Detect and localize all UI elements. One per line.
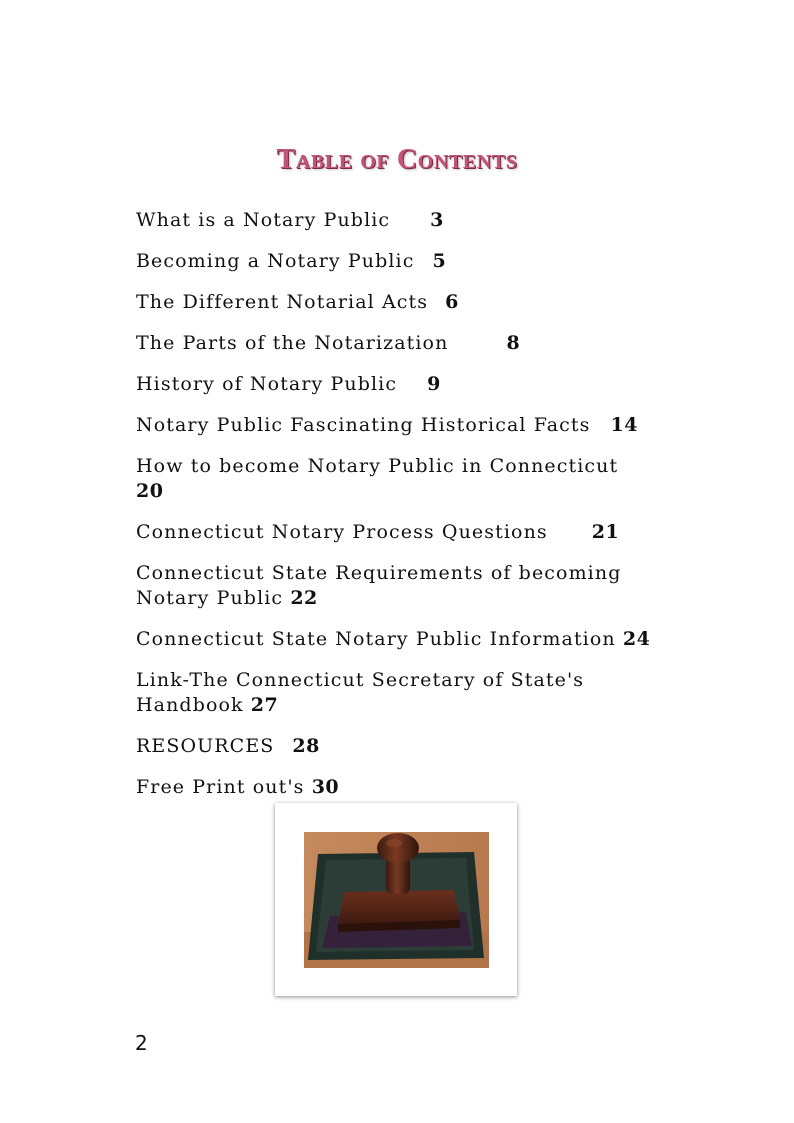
- toc-item: [136, 627, 656, 652]
- page-title: Table of Contents: [276, 144, 518, 175]
- page-number: 2: [135, 1031, 148, 1055]
- toc-item-label: The Different Notarial Acts: [136, 291, 429, 313]
- toc-item: [136, 290, 656, 315]
- toc-item-page: 5: [432, 250, 447, 272]
- table-of-contents: [136, 208, 656, 816]
- toc-item-label: History of Notary Public: [136, 373, 398, 395]
- toc-item-label: How to become Notary Public in Connecticut: [136, 455, 619, 477]
- toc-item: [136, 775, 656, 800]
- toc-item: [136, 331, 656, 356]
- toc-item: [136, 668, 656, 718]
- toc-item-page: 20: [136, 480, 164, 502]
- toc-item-page: 9: [427, 373, 441, 395]
- toc-item-label: Connecticut Notary Process Questions: [136, 521, 548, 543]
- toc-item-label: Link-The Connecticut Secretary of State's Handbook: [136, 669, 585, 716]
- toc-item-page: 14: [610, 414, 638, 436]
- toc-item-label: Connecticut State Requirements of becoming Notary Public: [136, 562, 622, 609]
- toc-item: [136, 372, 656, 397]
- toc-item-page: 30: [311, 776, 340, 798]
- toc-item-page: 27: [250, 694, 279, 716]
- toc-item: [136, 413, 656, 438]
- toc-item-page: 21: [591, 521, 620, 543]
- toc-item-label: The Parts of the Notarization: [136, 332, 449, 354]
- toc-item-label: RESOURCES: [136, 735, 275, 757]
- toc-item-label: Connecticut State Notary Public Information: [136, 628, 616, 650]
- toc-item: [136, 208, 656, 233]
- toc-item-page: 28: [292, 735, 320, 757]
- toc-item-page: 8: [506, 332, 521, 354]
- toc-item-page: 6: [445, 291, 459, 313]
- toc-item: [136, 249, 656, 274]
- toc-item-label: Free Print out's: [136, 776, 305, 798]
- toc-item-label: What is a Notary Public: [136, 209, 391, 231]
- toc-item-page: 24: [622, 628, 651, 650]
- notary-stamp-photo: [304, 832, 489, 968]
- toc-item-page: 3: [430, 209, 444, 231]
- toc-item: [136, 734, 656, 759]
- toc-item-label: Becoming a Notary Public: [136, 250, 415, 272]
- toc-item: [136, 561, 656, 611]
- toc-item: [136, 454, 656, 504]
- toc-item: [136, 520, 656, 545]
- toc-item-label: Notary Public Fascinating Historical Facts: [136, 414, 591, 436]
- toc-item-page: 22: [290, 587, 318, 609]
- notary-stamp-photo-frame: [275, 803, 517, 996]
